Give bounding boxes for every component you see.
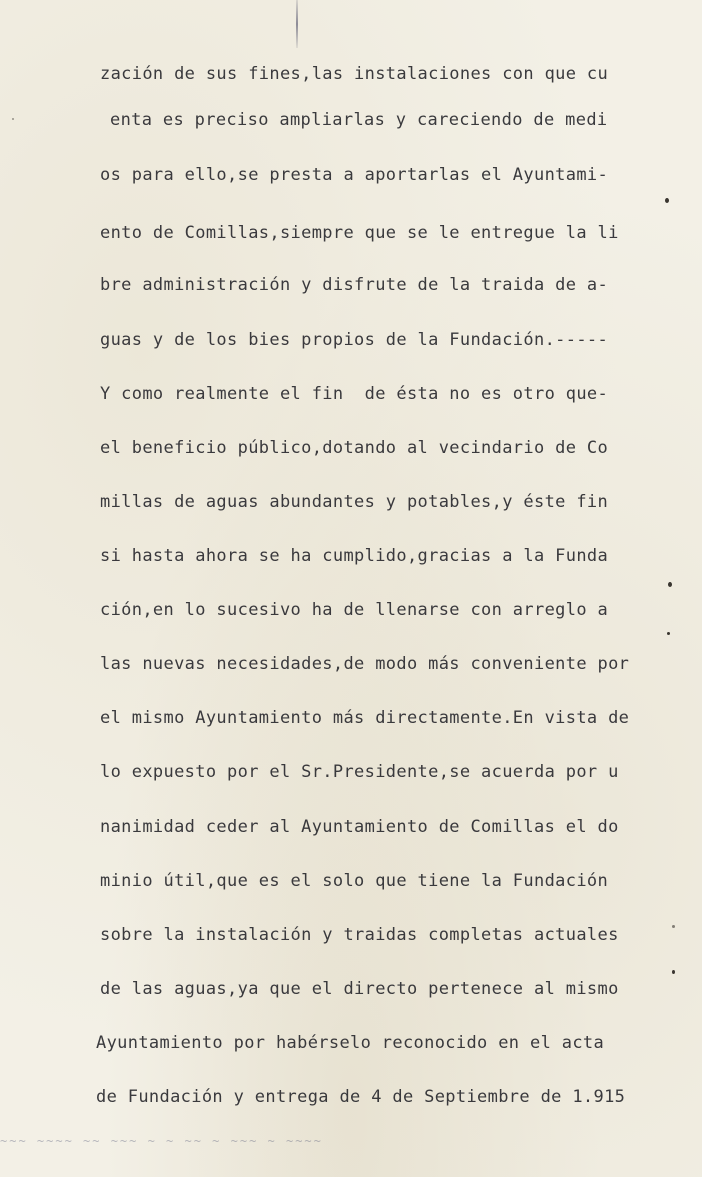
text-line: guas y de los bies propios de la Fundación.----- — [100, 330, 609, 350]
text-line: nanimidad ceder al Ayuntamiento de Comillas el do — [100, 817, 619, 837]
bleed-through-strip: ~~~ ~~~~ ~~ ~~~ ~ ~ ~~ ~ ~~~ ~ ~~~~ — [0, 1138, 323, 1148]
text-line: minio útil,que es el solo que tiene la Fundación — [100, 871, 609, 891]
text-line: ción,en lo sucesivo ha de llenarse con arreglo a — [100, 600, 609, 620]
text-line: Ayuntamiento por habérselo reconocido en el acta — [96, 1033, 605, 1053]
text-line: enta es preciso ampliarlas y careciendo de medi — [110, 110, 608, 130]
text-line: zación de sus fines,las instalaciones con que cu — [100, 64, 609, 84]
ink-speck — [667, 632, 670, 635]
ink-speck — [665, 198, 669, 203]
text-line: lo expuesto por el Sr.Presidente,se acuerda por u — [100, 762, 619, 782]
ink-speck — [12, 118, 14, 120]
text-line: bre administración y disfrute de la traida de a- — [100, 275, 609, 295]
text-line: si hasta ahora se ha cumplido,gracias a la Funda — [100, 546, 609, 566]
text-line: el mismo Ayuntamiento más directamente.En vista de — [100, 708, 630, 728]
text-line: el beneficio público,dotando al vecindario de Co — [100, 438, 609, 458]
text-line: os para ello,se presta a aportarlas el Ayuntami- — [100, 165, 609, 185]
text-line: ento de Comillas,siempre que se le entregue la li — [100, 223, 619, 243]
fold-mark — [296, 0, 298, 48]
text-line: Y como realmente el fin de ésta no es otro que- — [100, 384, 609, 404]
text-line: de las aguas,ya que el directo pertenece al mismo — [100, 979, 619, 999]
text-line: sobre la instalación y traidas completas actuales — [100, 925, 619, 945]
ink-speck — [672, 970, 675, 974]
ink-speck — [668, 582, 672, 587]
text-line: de Fundación y entrega de 4 de Septiembre de 1.915 — [96, 1087, 626, 1107]
text-line: las nuevas necesidades,de modo más conveniente por — [100, 654, 630, 674]
text-line: millas de aguas abundantes y potables,y éste fin — [100, 492, 609, 512]
ink-speck — [672, 925, 675, 928]
